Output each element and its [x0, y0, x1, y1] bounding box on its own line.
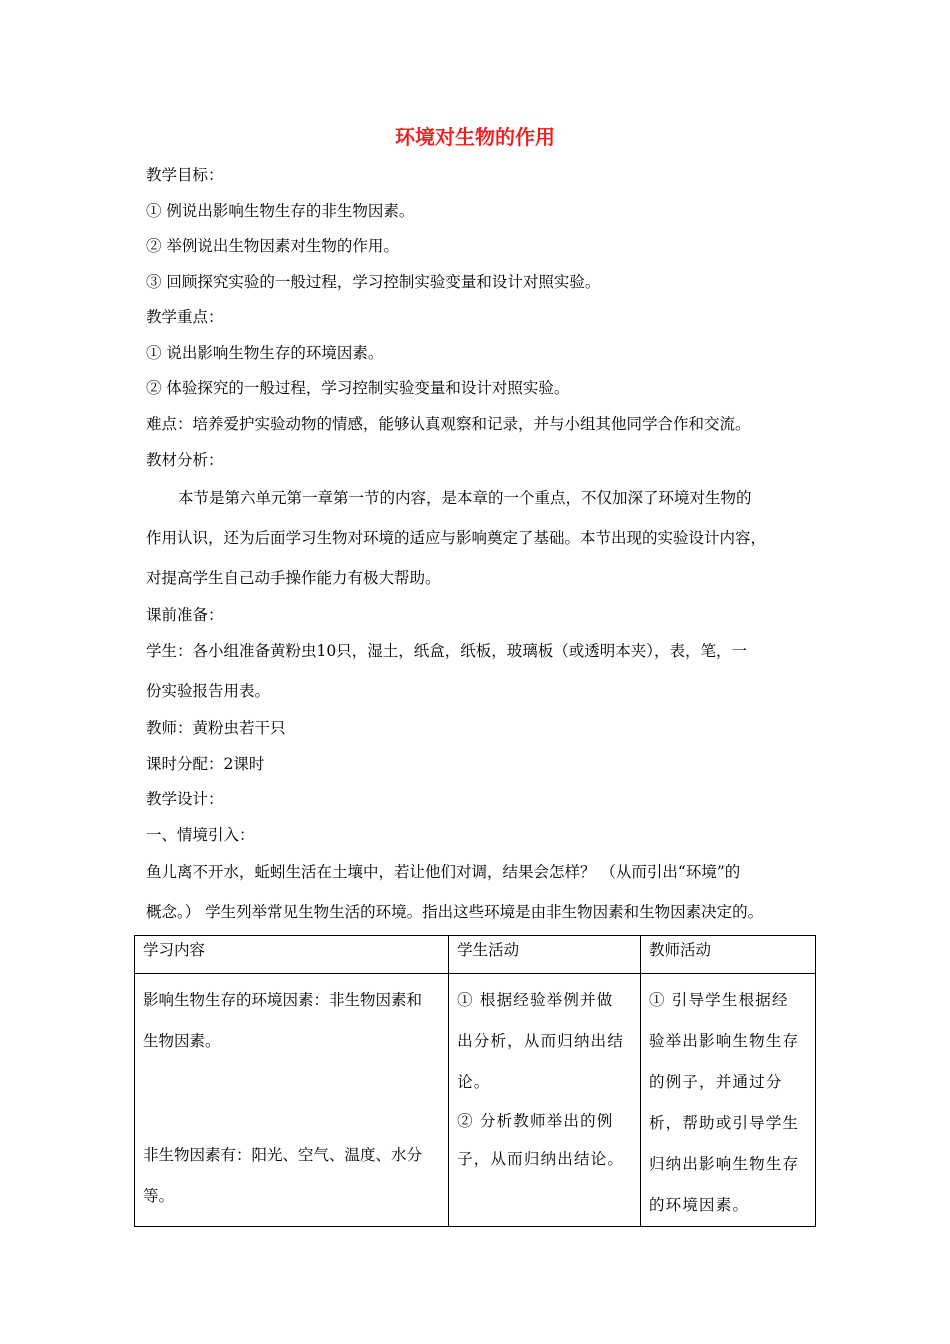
preparation-student-line-1: 学生：各小组准备黄粉虫10只，湿土，纸盒，纸板，玻璃板（或透明本夹），表，笔，一 — [146, 642, 747, 660]
activity-line: ① 根据经验举例并做 — [457, 991, 614, 1009]
intro-paragraph-line-1: 鱼儿离不开水，蚯蚓生活在土壤中，若让他们对调，结果会怎样？ （从而引出“环境”的 — [146, 863, 741, 881]
section-intro-heading: 一、情境引入： — [146, 826, 255, 844]
cell-teacher-activity — [640, 974, 815, 1227]
intro-paragraph-line-2: 概念。） 学生列举常见生物生活的环境。指出这些环境是由非生物因素和生物因素决定的。 — [146, 903, 764, 921]
document-title: 环境对生物的作用 — [395, 125, 555, 149]
activity-line: 验举出影响生物生存 — [648, 1032, 800, 1050]
analysis-paragraph-line-1: 本节是第六单元第一章第一节的内容，是本章的一个重点，不仅加深了环境对生物的 — [178, 489, 752, 507]
content-line: 影响生物生存的环境因素：非生物因素和 — [143, 991, 423, 1009]
heading-teaching-design: 教学设计： — [146, 790, 224, 808]
activity-line: 归纳出影响生物生存 — [648, 1155, 800, 1173]
heading-material-analysis: 教材分析： — [146, 451, 224, 469]
activity-line: 析，帮助或引导学生 — [648, 1114, 800, 1132]
heading-preparation: 课前准备： — [146, 606, 224, 624]
goal-item-2: ② 举例说出生物因素对生物的作用。 — [146, 237, 399, 255]
lesson-plan-table — [134, 935, 816, 1227]
activity-line: 出分析，从而归纳出结 — [457, 1032, 625, 1050]
preparation-student-line-2: 份实验报告用表。 — [146, 682, 271, 700]
difficulty-line: 难点：培养爱护实验动物的情感，能够认真观察和记录，并与小组其他同学合作和交流。 — [146, 415, 751, 433]
table-header-row — [135, 936, 816, 974]
header-learning-content: 学习内容 — [135, 936, 449, 974]
activity-line: 论。 — [457, 1073, 491, 1091]
activity-line: 的环境因素。 — [648, 1196, 750, 1214]
activity-line: ② 分析教师举出的例 — [457, 1112, 614, 1130]
content-line: 等。 — [143, 1187, 175, 1205]
content-line: 非生物因素有：阳光、空气、温度、水分 — [143, 1146, 423, 1164]
cell-learning-content — [135, 974, 449, 1227]
analysis-paragraph-line-3: 对提高学生自己动手操作能力有极大帮助。 — [146, 569, 441, 587]
activity-line: ① 引导学生根据经 — [648, 991, 789, 1009]
goal-item-3: ③ 回顾探究实验的一般过程，学习控制实验变量和设计对照实验。 — [146, 273, 601, 291]
heading-key-points: 教学重点： — [146, 308, 224, 326]
header-student-activity: 学生活动 — [449, 936, 641, 974]
heading-teaching-goals: 教学目标： — [146, 166, 224, 184]
activity-line: 子，从而归纳出结论。 — [457, 1150, 625, 1168]
table-row — [135, 974, 816, 1227]
key-point-item-2: ② 体验探究的一般过程，学习控制实验变量和设计对照实验。 — [146, 379, 570, 397]
key-point-item-1: ① 说出影响生物生存的环境因素。 — [146, 344, 384, 362]
preparation-teacher: 教师：黄粉虫若干只 — [146, 719, 286, 737]
content-line: 生物因素。 — [143, 1032, 221, 1050]
activity-line: 的例子，并通过分 — [648, 1073, 783, 1091]
header-teacher-activity: 教师活动 — [640, 936, 815, 974]
analysis-paragraph-line-2: 作用认识，还为后面学习生物对环境的适应与影响奠定了基础。本节出现的实验设计内容， — [146, 529, 767, 547]
goal-item-1: ① 例说出影响生物生存的非生物因素。 — [146, 202, 415, 220]
cell-student-activity — [449, 974, 641, 1227]
class-hours: 课时分配：2课时 — [146, 755, 265, 773]
